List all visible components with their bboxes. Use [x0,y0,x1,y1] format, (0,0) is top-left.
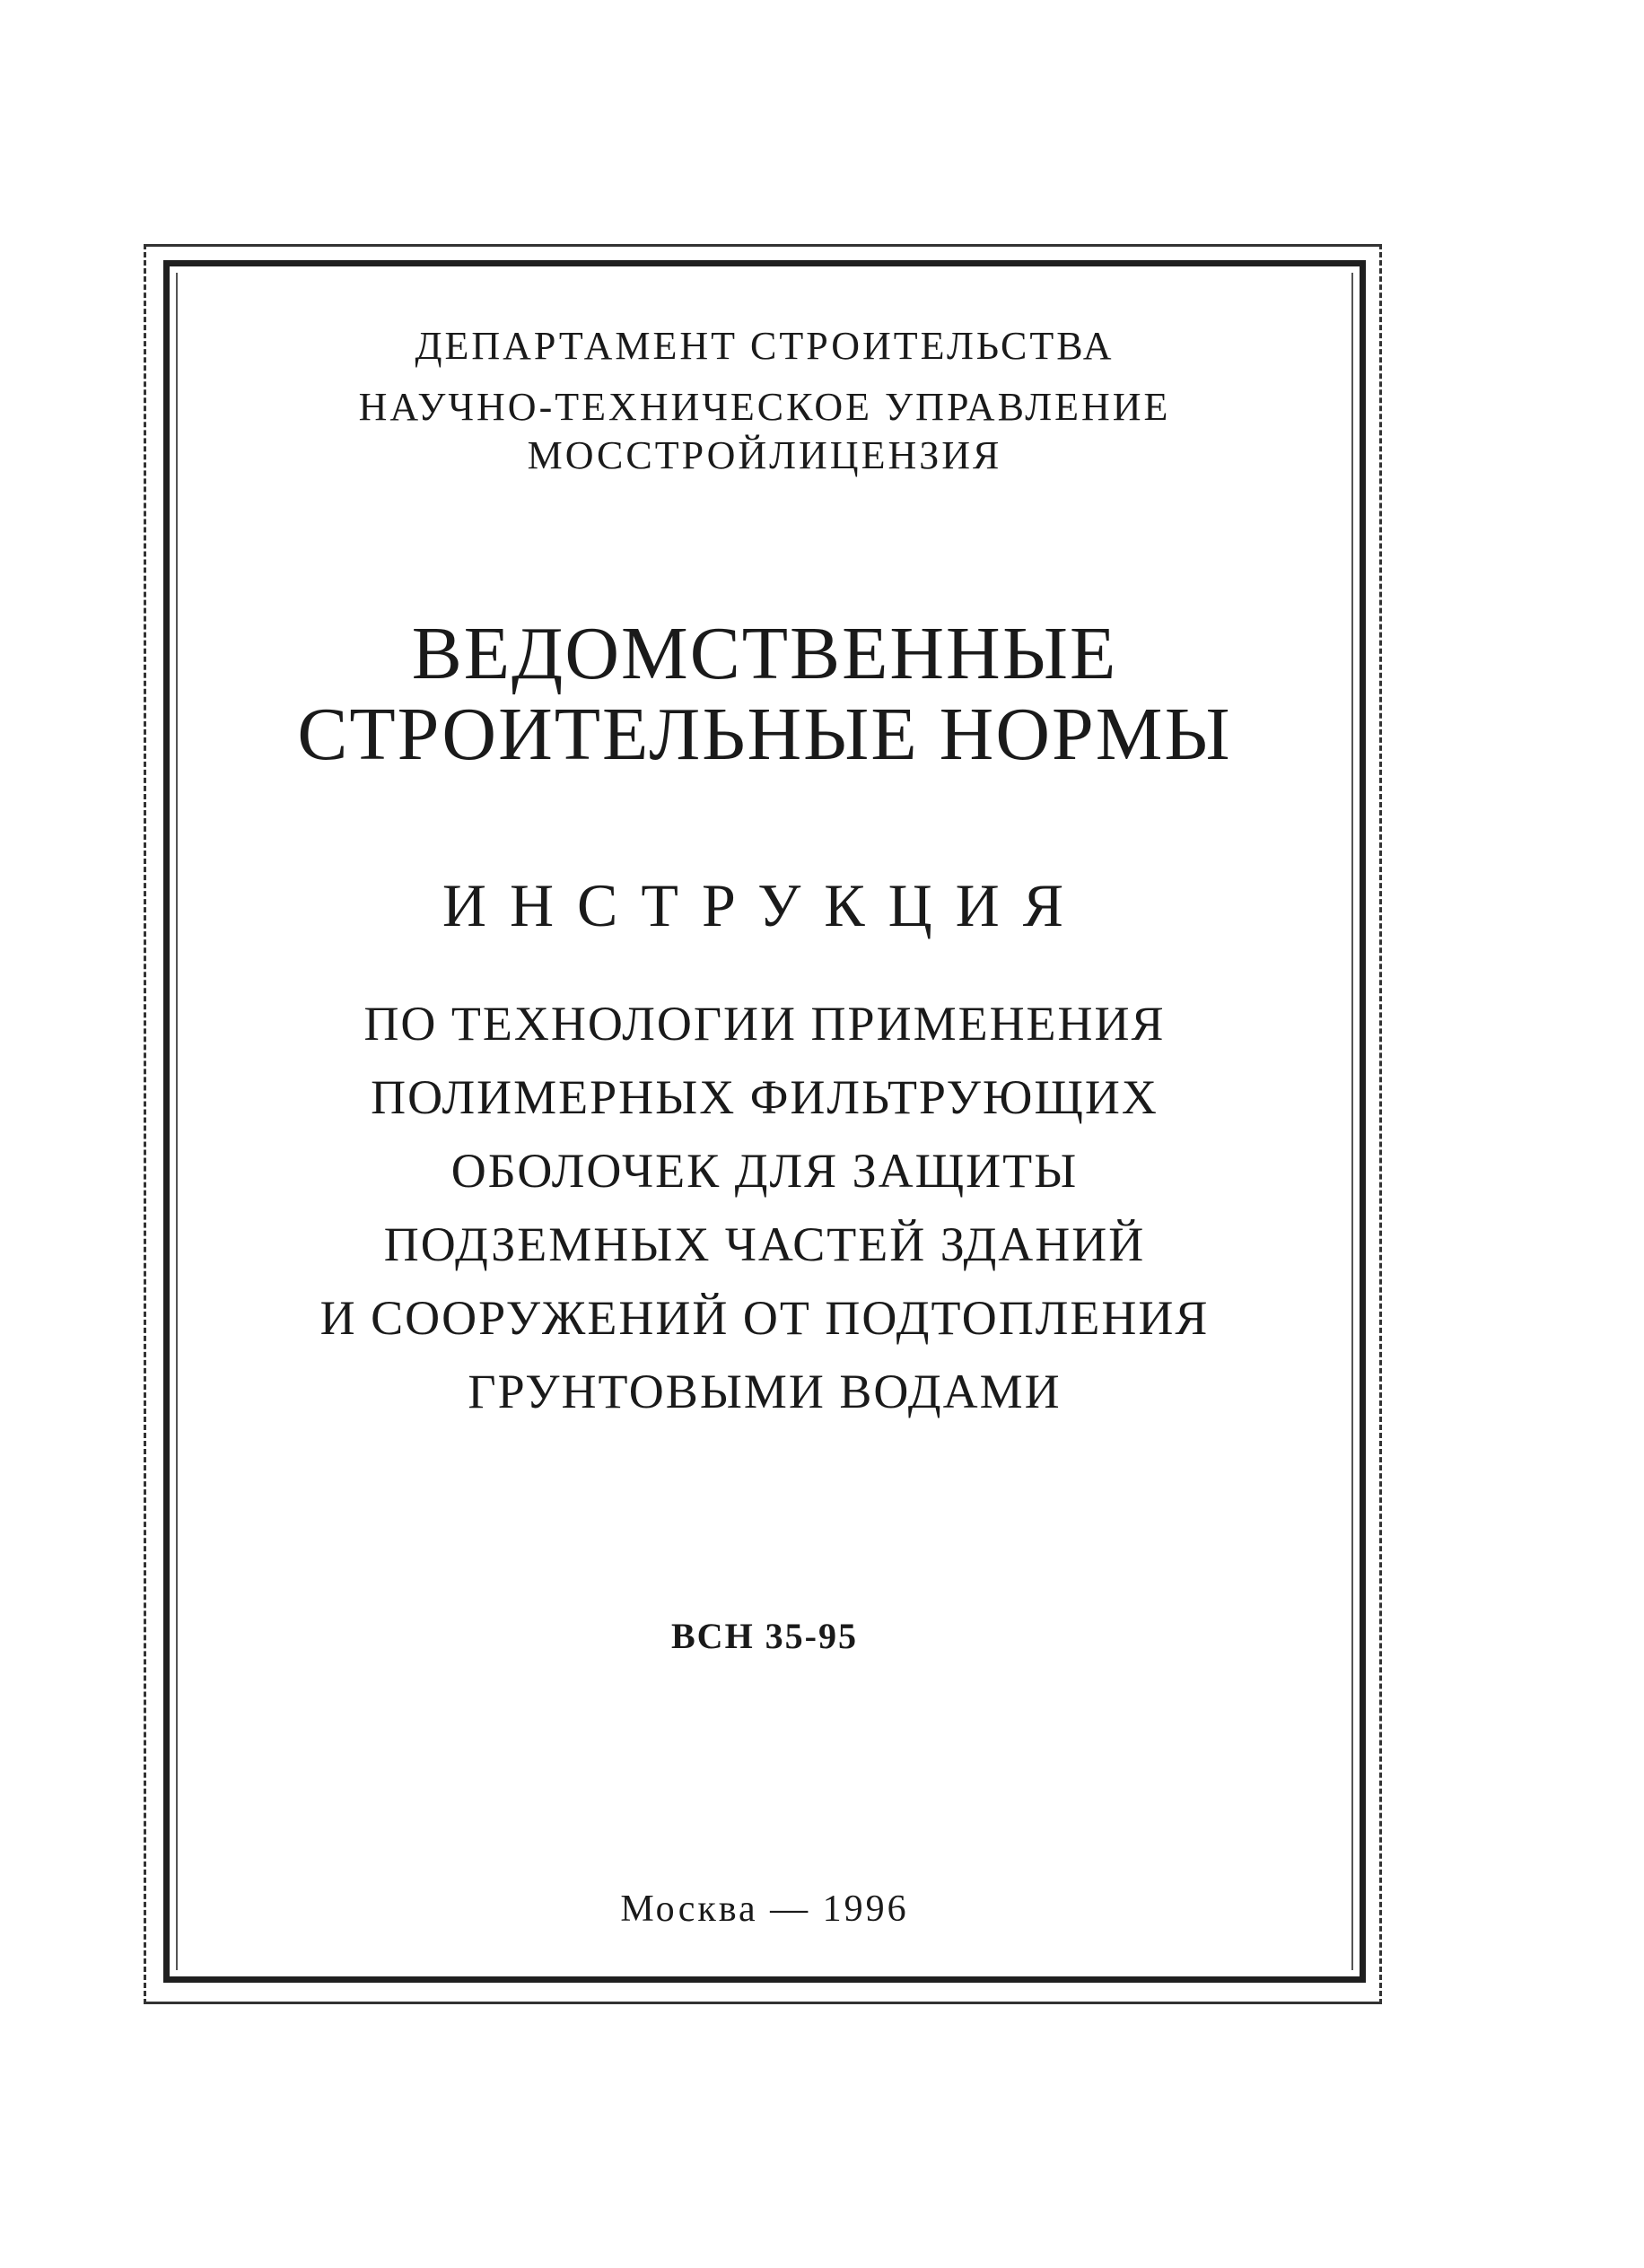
subtitle-line-2: ПОЛИМЕРНЫХ ФИЛЬТРУЮЩИХ [371,1070,1159,1124]
subtitle-line-1: ПО ТЕХНОЛОГИИ ПРИМЕНЕНИЯ [363,997,1166,1051]
title-line-2: СТРОИТЕЛЬНЫЕ НОРМЫ [297,693,1232,776]
subtitle-line-4: ПОДЗЕМНЫХ ЧАСТЕЙ ЗДАНИЙ [383,1217,1146,1271]
subtitle-line-6: ГРУНТОВЫМИ ВОДАМИ [468,1365,1062,1418]
title-line-1: ВЕДОМСТВЕННЫЕ [411,612,1118,695]
header-directorate: НАУЧНО-ТЕХНИЧЕСКОЕ УПРАВЛЕНИЕ [358,385,1171,429]
header-agency: МОССТРОЙЛИЦЕНЗИЯ [527,433,1002,477]
subtitle-line-3: ОБОЛОЧЕК ДЛЯ ЗАЩИТЫ [450,1144,1079,1198]
document-code: ВСН 35-95 [671,1616,858,1656]
subtitle-line-5: И СООРУЖЕНИЙ ОТ ПОДТОПЛЕНИЯ [319,1291,1210,1345]
document-type: ИНСТРУКЦИЯ [442,871,1088,939]
header-department: ДЕПАРТАМЕНТ СТРОИТЕЛЬСТВА [415,324,1115,368]
imprint-place-year: Москва — 1996 [620,1889,909,1930]
